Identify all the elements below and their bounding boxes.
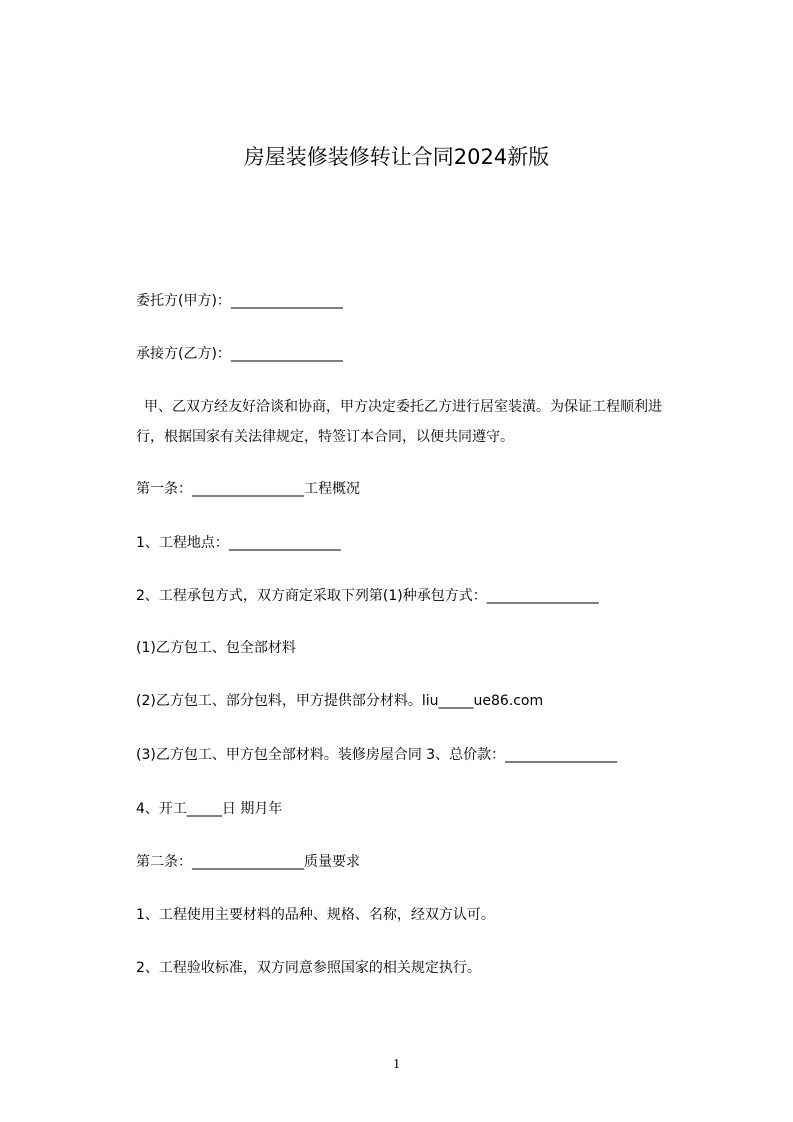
- article-2-heading: 第二条：________________质量要求: [136, 854, 360, 870]
- article-1-heading: 第一条：________________工程概况: [136, 481, 360, 497]
- quality-item-2: 2、工程验收标准，双方同意参照国家的相关规定执行。: [136, 960, 481, 976]
- option-2: (2)乙方包工、部分包料，甲方提供部分材料。liu_____ue86.com: [136, 693, 544, 709]
- page-title: 房屋装修装修转让合同2024新版: [243, 145, 550, 169]
- item-1-location: 1、工程地点：________________: [136, 535, 341, 551]
- quality-item-1: 1、工程使用主要材料的品种、规格、名称，经双方认可。: [136, 907, 495, 923]
- item-4-start-date: 4、开工_____日 期月年: [136, 801, 283, 817]
- party-a-line: 委托方(甲方)：________________: [136, 293, 343, 309]
- option-1: (1)乙方包工、包全部材料: [136, 640, 296, 656]
- party-b-line: 承接方(乙方)：________________: [136, 346, 343, 362]
- intro-paragraph: [136, 392, 666, 452]
- page-number: 1: [393, 1057, 400, 1072]
- intro-text: 甲、乙双方经友好洽谈和协商，甲方决定委托乙方进行居室装潢。为保证工程顺利进行，根据国家有关法律规定，特签订本合同，以便共同遵守。: [136, 399, 662, 445]
- item-2-contract-method: 2、工程承包方式，双方商定采取下列第(1)种承包方式：________________: [136, 588, 599, 604]
- option-3: (3)乙方包工、甲方包全部材料。装修房屋合同 3、总价款：________________: [136, 747, 618, 763]
